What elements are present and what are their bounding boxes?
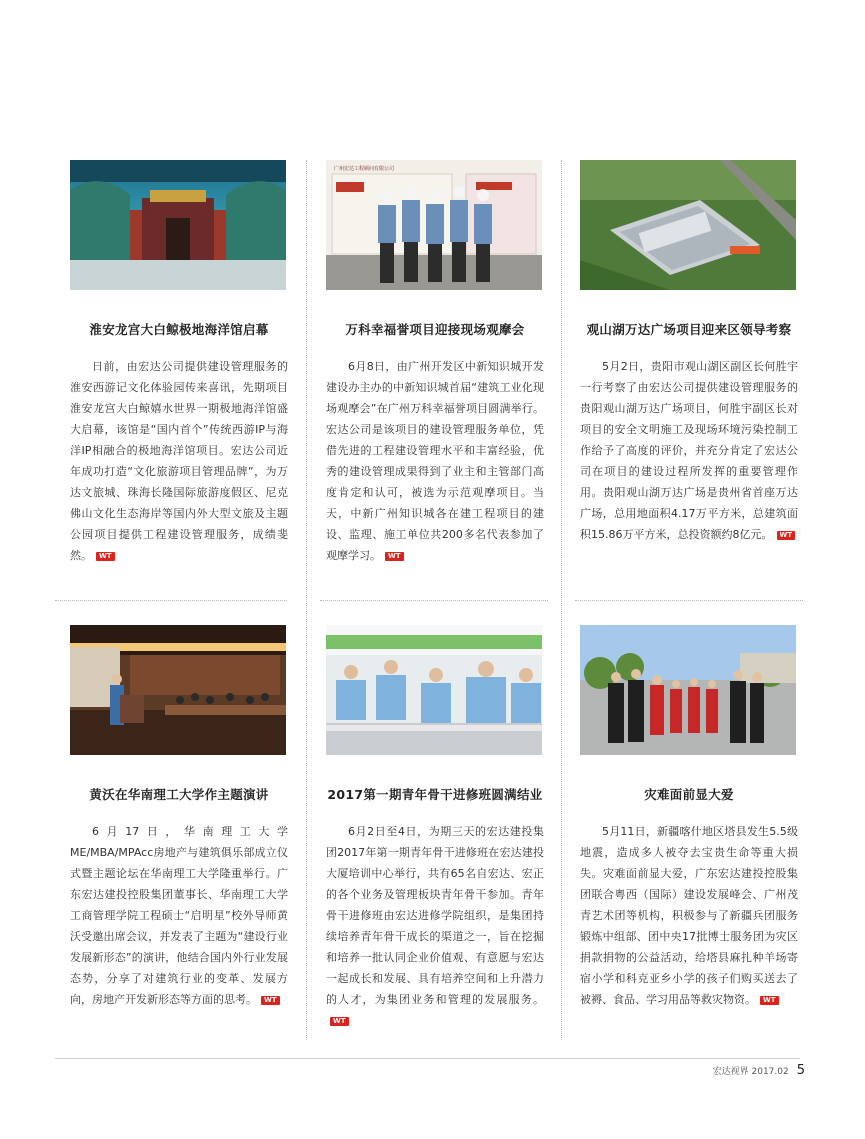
- article-card: [580, 160, 798, 545]
- article-title: 万科幸福誉项目迎接现场观摩会: [345, 322, 525, 337]
- page-number: 5: [796, 1063, 805, 1078]
- footer-rule: [55, 1058, 800, 1059]
- article-body: 6月8日，由广州开发区中新知识城开发建设办主办的中新知识城首届“建筑工业化现场观摩会”在广州万科幸福誉项目圆满举行。宏达公司是该项目的建设管理服务单位，凭借先进的工程建设管理水平和丰富经验，优秀的建设管理成果得到了业主和主管部门高度肯定和认可，被选为示范观摩项目。当天，中新广州知识城各在建工程项目的建设、监理、施工单位共200多名代表参加了观摩学习。 WT: [326, 360, 544, 562]
- wt-badge: WT: [777, 531, 796, 540]
- wt-badge: WT: [330, 1017, 349, 1026]
- column-divider: [561, 160, 562, 1040]
- wt-badge: WT: [261, 996, 280, 1005]
- article-card: [326, 625, 544, 1031]
- article-body: 6月17日，华南理工大学ME/MBA/MPAcc房地产与建筑俱乐部成立仪式暨主题论坛在华南理工大学隆重举行。广东宏达建投控股集团董事长、华南理工大学工商管理学院工程硕士“启明星”校外导师黄沃受邀出席会议，并发表了主题为“建设行业发展新形态”的演讲，他结合国内外行业发展态势，分享了对建筑行业的变革、发展方向，房地产开发新形态等方面的思考。 WT: [70, 825, 288, 1006]
- article-title: 2017第一期青年骨干进修班圆满结业: [327, 787, 543, 802]
- page-footer: [713, 1063, 805, 1078]
- article-card: [70, 160, 288, 566]
- article-title: 黄沃在华南理工大学作主题演讲: [89, 787, 269, 802]
- photo-training-class: [326, 625, 542, 755]
- article-body: 6月2日至4日，为期三天的宏达建投集团2017年第一期青年骨干进修班在宏达建投大厦培训中心举行，共有65名自宏达、宏正的各个业务及管理板块青年骨干参加。青年骨干进修班由宏达进修学院组织，是集团持续培养青年骨干成长的渠道之一，旨在挖掘和培养一批认同企业价值观、有意愿与宏达一起成长和发展、具有培养空间和上升潜力的人才，为集团业务和管理的发展服务。WT: [326, 825, 544, 1025]
- photo-sign-text: 广州宏达工程顾问有限公司: [334, 166, 395, 172]
- row-divider: [320, 600, 548, 601]
- wt-badge: WT: [760, 996, 779, 1005]
- photo-donation-group: [580, 625, 796, 755]
- article-card: [580, 625, 798, 1010]
- article-body: 5月11日，新疆喀什地区塔县发生5.5级地震，造成多人被夺去宝贵生命等重大损失。灾难面前显大爱，广东宏达建投控股集团联合粤西（国际）建设发展峰会、广州茂青艺术团等机构，积极参与了新疆兵团服务锻炼中组部、团中央17批博士服务团为灾区捐款捐物的公益活动，给塔县麻扎种羊场寄宿小学和科克亚乡小学的孩子们购买送去了被褥、食品、学习用品等救灾物资。 WT: [580, 825, 798, 1006]
- column-divider: [306, 160, 307, 1040]
- article-card: [70, 625, 288, 1010]
- wt-badge: WT: [96, 552, 115, 561]
- photo-plaza-aerial: [580, 160, 796, 290]
- article-title: 观山湖万达广场项目迎来区领导考察: [586, 322, 792, 337]
- wt-badge: WT: [385, 552, 404, 561]
- photo-lecture-hall: [70, 625, 286, 755]
- article-body: 日前，由宏达公司提供建设管理服务的淮安西游记文化体验园传来喜讯，先期项目淮安龙宫大白鲸嬉水世界一期极地海洋馆盛大启幕，该馆是“国内首个”传统西游IP与海洋IP相融合的极地海洋馆项目。宏达公司近年成功打造“文化旅游项目管理品牌”，为万达文旅城、珠海长隆国际旅游度假区、尼克佛山文化生态海岸等国内外大型文旅及主题公园项目提供工程建设管理服务，成绩斐然。 WT: [70, 360, 288, 562]
- row-divider: [575, 600, 803, 601]
- article-body: 5月2日，贵阳市观山湖区副区长何胜宇一行考察了由宏达公司提供建设管理服务的贵阳观山湖万达广场项目，何胜宇副区长对项目的安全文明施工及现场环境污染控制工作给予了高度的评价，并充分肯定了宏达公司在项目的建设过程所发挥的重要管理作用。贵阳观山湖万达广场是贵州省首座万达广场，总用地面积4.17万平方米，总建筑面积15.86万平方米，总投资额约8亿元。 WT: [580, 360, 798, 541]
- photo-aquarium-gate: [70, 160, 286, 290]
- photo-site-visit: [326, 160, 542, 290]
- article-title: 灾难面前显大爱: [644, 787, 734, 802]
- article-title: 淮安龙宫大白鲸极地海洋馆启幕: [89, 322, 269, 337]
- article-card: [326, 160, 544, 566]
- row-divider: [55, 600, 287, 601]
- magazine-name: 宏达视界 2017.02: [712, 1067, 789, 1077]
